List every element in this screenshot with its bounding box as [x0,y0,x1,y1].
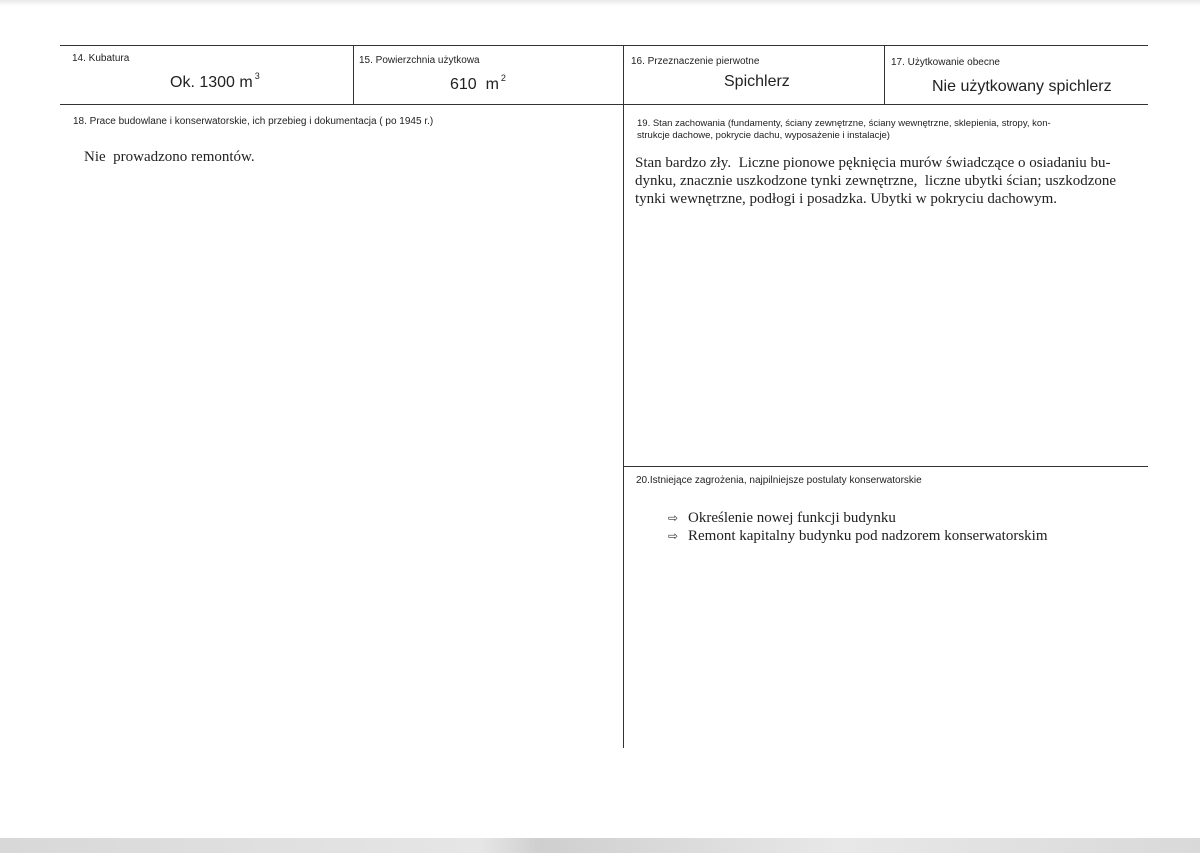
field-14-value-text: Ok. 1300 m [170,74,253,91]
field-15-value [450,73,506,94]
row-divider [60,104,1148,105]
field-19-label-line-1: 19. Stan zachowania (fundamenty, ściany zewnętrzne, ściany wewnętrzne, sklepienia, stropy, kon- [637,118,1051,129]
scan-edge-top [0,0,1200,6]
postulate-item-text: Remont kapitalny budynku pod nadzorem konserwatorskim [688,528,1048,544]
right-arrow-icon: ⇨ [668,511,679,525]
field-14-unit-exponent: 3 [254,71,260,81]
field-19-text-line-2: dynku, znacznie uszkodzone tynki zewnętrzne, liczne ubytki ścian; uszkodzone [635,173,1117,189]
field-16-value: Spichlerz [724,73,790,90]
field-19-text-line-1: Stan bardzo zły. Liczne pionowe pęknięcia murów świadczące o osiadaniu bu- [635,155,1111,171]
field-14-label: 14. Kubatura [72,53,130,64]
scan-edge-bottom [0,838,1200,853]
main-vertical-divider [623,104,624,748]
field-17-label: 17. Użytkowanie obecne [891,57,1000,68]
field-17-value: Nie użytkowany spichlerz [932,78,1112,95]
col-divider-16-17 [884,45,885,104]
field-19-text [635,154,1143,208]
field-20-label: 20.Istniejące zagrożenia, najpilniejsze postulaty konserwatorskie [636,475,922,486]
postulate-item [668,509,1048,527]
postulate-item-text: Określenie nowej funkcji budynku [688,510,896,526]
field-15-value-text: 610 m [450,76,499,93]
col-divider-14-15 [353,45,354,104]
field-14-value [170,71,260,92]
field-16-label: 16. Przeznaczenie pierwotne [631,56,760,67]
field-18-label: 18. Prace budowlane i konserwatorskie, ich przebieg i dokumentacja ( po 1945 r.) [73,116,434,127]
postulate-item [668,527,1048,545]
field-15-label: 15. Powierzchnia użytkowa [359,55,480,66]
right-arrow-icon: ⇨ [668,529,679,543]
field-19-label-line-2: strukcje dachowe, pokrycie dachu, wyposażenie i instalacje) [637,130,890,141]
field-20-postulates-list [668,509,1048,545]
field-19-text-line-3: tynki wewnętrzne, podłogi i posadzka. Ubytki w pokryciu dachowym. [635,191,1057,207]
section-20-divider [623,466,1148,467]
field-15-unit-exponent: 2 [500,73,506,83]
field-18-text: Nie prowadzono remontów. [84,149,255,165]
top-rule [60,45,1148,46]
col-divider-15-16 [623,45,624,104]
